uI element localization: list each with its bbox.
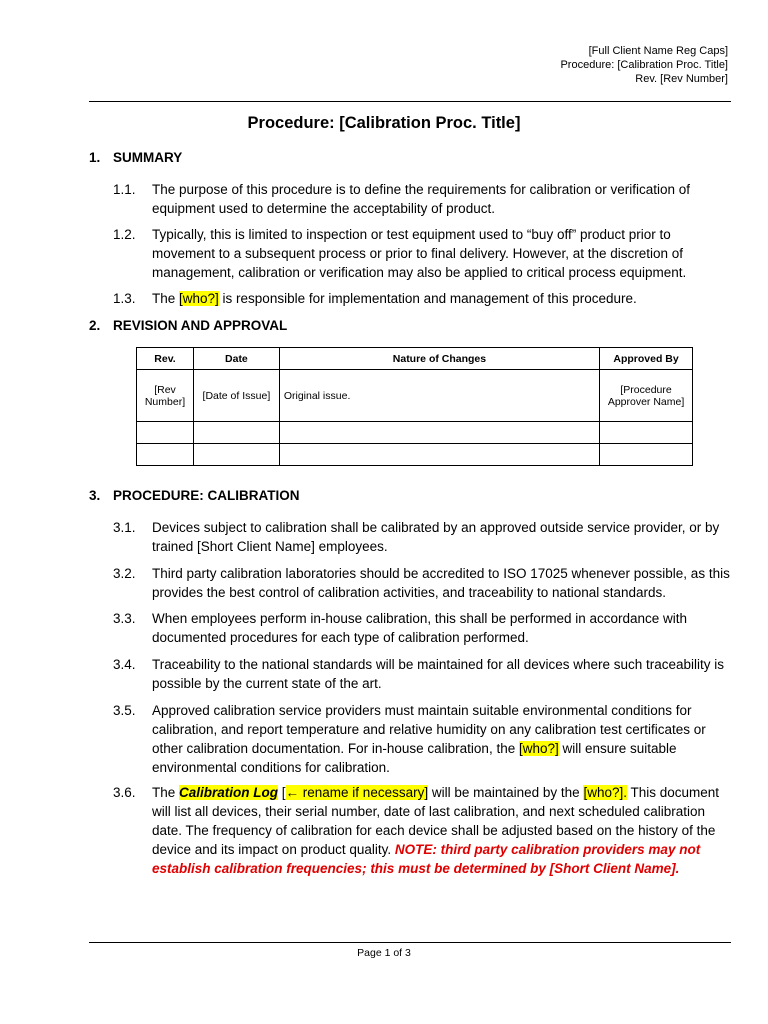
placeholder-highlight: [who?] xyxy=(179,291,219,306)
rename-note-highlight: ← rename if necessary] xyxy=(285,785,429,800)
paragraph-3-3 xyxy=(113,609,735,647)
paragraph-3-5 xyxy=(113,701,735,777)
section-number: 2. xyxy=(89,318,101,333)
table-row xyxy=(137,370,693,422)
paragraph-text: When employees perform in-house calibration, this shall be performed in accordance with documented procedures for each type of calibration performed. xyxy=(152,611,688,645)
table-cell-approved: [Procedure Approver Name] xyxy=(600,370,693,422)
column-header-date: Date xyxy=(193,348,279,370)
paragraph-1-2 xyxy=(113,225,735,282)
section-2-heading xyxy=(89,318,287,333)
page-title: Procedure: [Calibration Proc. Title] xyxy=(247,114,521,132)
placeholder-highlight: [who?]. xyxy=(583,785,627,800)
section-number: 1. xyxy=(89,150,101,165)
paragraph-number: 3.5. xyxy=(113,703,136,718)
paragraph-1-1 xyxy=(113,180,735,218)
paragraph-text: The purpose of this procedure is to define the requirements for calibration or verification of equipment used to determine the acceptability of product. xyxy=(152,182,691,216)
paragraph-number: 1.1. xyxy=(113,182,136,197)
placeholder-highlight: [who?] xyxy=(518,741,559,756)
column-header-nature: Nature of Changes xyxy=(279,348,599,370)
paragraph-number: 3.3. xyxy=(113,611,136,626)
document-header xyxy=(560,44,728,86)
table-row xyxy=(137,444,693,466)
paragraph-text: Devices subject to calibration shall be calibrated by an approved outside service provider, or by trained [Short Client Name] employees. xyxy=(152,520,720,554)
paragraph-3-6 xyxy=(113,783,735,878)
paragraph-number: 3.2. xyxy=(113,566,136,581)
footer-rule xyxy=(89,942,731,943)
paragraph-3-4 xyxy=(113,655,735,693)
section-number: 3. xyxy=(89,488,101,503)
paragraph-number: 1.3. xyxy=(113,291,136,306)
paragraph-1-3 xyxy=(113,289,735,308)
header-revision: Rev. [Rev Number] xyxy=(635,73,728,85)
paragraph-text: Approved calibration service providers must maintain suitable environmental conditions for calibration, and report temperature and relative humidity on any calibration test certificates or other calibration documentation. For in-house calibration, the [who?] will ensure suitable environmental conditions for calibration. xyxy=(152,703,706,775)
paragraph-number: 1.2. xyxy=(113,227,136,242)
paragraph-text: The Calibration Log [← rename if necessary] will be maintained by the [who?]. This document will list all devices, their serial number, date of last calibration, and next scheduled calibration date. The frequency of calibration for each device shall be adjusted based on the history of the device and its impact on product quality. NOTE: third party calibration providers may not establish calibration frequencies; this must be determined by [Short Client Name]. xyxy=(152,785,720,876)
section-3-heading xyxy=(89,488,300,503)
column-header-approved: Approved By xyxy=(600,348,693,370)
column-header-rev: Rev. xyxy=(137,348,194,370)
section-title: REVISION AND APPROVAL xyxy=(113,318,288,333)
table-cell-nature: Original issue. xyxy=(279,370,599,422)
table-cell-rev: [Rev Number] xyxy=(137,370,194,422)
paragraph-3-1 xyxy=(113,518,735,556)
paragraph-text: Traceability to the national standards will be maintained for all devices where such traceability is possible by the current state of the art. xyxy=(152,657,725,691)
page-number: Page 1 of 3 xyxy=(357,947,411,959)
paragraph-3-2 xyxy=(113,564,735,602)
revision-table xyxy=(136,347,693,466)
calibration-log-term: Calibration Log xyxy=(179,785,279,800)
section-title: PROCEDURE: CALIBRATION xyxy=(113,488,300,503)
red-note: NOTE: third party calibration providers may not establish calibration frequencies; this must be determined by [Short Client Name]. xyxy=(152,842,701,876)
table-row xyxy=(137,422,693,444)
header-procedure-title: Procedure: [Calibration Proc. Title] xyxy=(560,59,728,71)
paragraph-number: 3.6. xyxy=(113,785,136,800)
paragraph-number: 3.4. xyxy=(113,657,136,672)
paragraph-text: Typically, this is limited to inspection or test equipment used to “buy off” product prior to movement to a subsequent process or prior to final delivery. However, at the discretion of management, calibration or verification may also be applied to critical process equipment. xyxy=(152,227,687,280)
table-header-row xyxy=(137,348,693,370)
header-rule xyxy=(89,101,731,102)
section-1-heading xyxy=(89,150,182,165)
paragraph-text: Third party calibration laboratories should be accredited to ISO 17025 whenever possible, as this provides the best control of calibration activities, and traceability to national standards. xyxy=(152,566,730,600)
paragraph-number: 3.1. xyxy=(113,520,136,535)
header-client-name: [Full Client Name Reg Caps] xyxy=(588,45,728,57)
table-cell-date: [Date of Issue] xyxy=(193,370,279,422)
section-title: SUMMARY xyxy=(113,150,183,165)
paragraph-text: The [who?] is responsible for implementation and management of this procedure. xyxy=(152,291,637,306)
